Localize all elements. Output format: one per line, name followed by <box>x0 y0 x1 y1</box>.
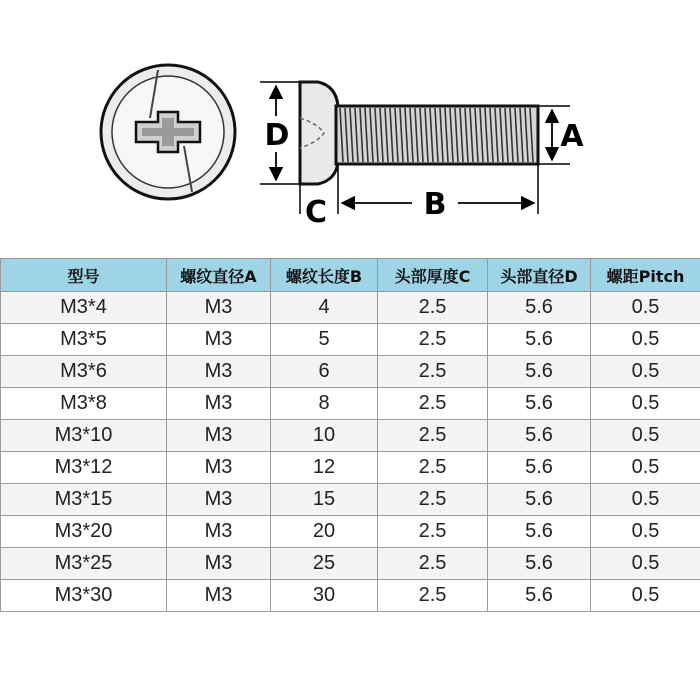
cell-pitch: 0.5 <box>591 484 700 516</box>
cell-model: M3*4 <box>1 292 167 324</box>
cell-thread-diameter: M3 <box>167 388 271 420</box>
header-thread-diameter: 螺纹直径A <box>167 259 271 292</box>
cell-model: M3*8 <box>1 388 167 420</box>
dimension-b <box>342 164 538 222</box>
dimension-d <box>260 82 300 184</box>
cell-thread-diameter: M3 <box>167 420 271 452</box>
cell-thread-length: 20 <box>271 516 378 548</box>
cell-head-thickness: 2.5 <box>378 580 488 612</box>
cell-pitch: 0.5 <box>591 452 700 484</box>
table-row <box>1 420 700 452</box>
table-row <box>1 516 700 548</box>
cell-thread-length: 12 <box>271 452 378 484</box>
cell-head-thickness: 2.5 <box>378 548 488 580</box>
cell-model: M3*5 <box>1 324 167 356</box>
cell-thread-length: 10 <box>271 420 378 452</box>
table-row <box>1 452 700 484</box>
cell-thread-length: 6 <box>271 356 378 388</box>
cell-thread-length: 5 <box>271 324 378 356</box>
cell-head-diameter: 5.6 <box>488 484 591 516</box>
cell-thread-diameter: M3 <box>167 452 271 484</box>
cell-head-thickness: 2.5 <box>378 484 488 516</box>
cell-thread-diameter: M3 <box>167 516 271 548</box>
spec-table <box>0 258 700 612</box>
cell-thread-length: 4 <box>271 292 378 324</box>
header-thread-length: 螺纹长度B <box>271 259 378 292</box>
label-b: B <box>423 187 447 222</box>
cell-head-thickness: 2.5 <box>378 356 488 388</box>
cell-pitch: 0.5 <box>591 292 700 324</box>
cell-pitch: 0.5 <box>591 324 700 356</box>
cell-thread-diameter: M3 <box>167 292 271 324</box>
table-header-row <box>1 259 700 292</box>
cell-pitch: 0.5 <box>591 388 700 420</box>
cell-head-diameter: 5.6 <box>488 452 591 484</box>
cell-head-thickness: 2.5 <box>378 452 488 484</box>
table-row <box>1 356 700 388</box>
cell-head-diameter: 5.6 <box>488 388 591 420</box>
screw-top-view-icon <box>101 65 235 199</box>
cell-model: M3*10 <box>1 420 167 452</box>
cell-thread-length: 30 <box>271 580 378 612</box>
cell-head-thickness: 2.5 <box>378 292 488 324</box>
cell-head-diameter: 5.6 <box>488 516 591 548</box>
cell-model: M3*15 <box>1 484 167 516</box>
label-c: C <box>304 195 328 230</box>
dimension-a <box>538 106 584 164</box>
cell-thread-diameter: M3 <box>167 580 271 612</box>
cell-pitch: 0.5 <box>591 356 700 388</box>
header-head-thickness: 头部厚度C <box>378 259 488 292</box>
header-pitch: 螺距Pitch <box>591 259 700 292</box>
cell-head-thickness: 2.5 <box>378 420 488 452</box>
cell-model: M3*30 <box>1 580 167 612</box>
cell-thread-diameter: M3 <box>167 356 271 388</box>
table-row <box>1 580 700 612</box>
table-row <box>1 548 700 580</box>
cell-thread-length: 8 <box>271 388 378 420</box>
header-head-diameter: 头部直径D <box>488 259 591 292</box>
cell-thread-length: 25 <box>271 548 378 580</box>
header-model: 型号 <box>1 259 167 292</box>
cell-head-diameter: 5.6 <box>488 420 591 452</box>
screw-diagram <box>0 0 700 258</box>
cell-head-diameter: 5.6 <box>488 548 591 580</box>
cell-model: M3*12 <box>1 452 167 484</box>
cell-pitch: 0.5 <box>591 580 700 612</box>
cell-head-thickness: 2.5 <box>378 324 488 356</box>
cell-head-diameter: 5.6 <box>488 580 591 612</box>
cell-model: M3*6 <box>1 356 167 388</box>
table-row <box>1 388 700 420</box>
table-row <box>1 484 700 516</box>
cell-head-diameter: 5.6 <box>488 324 591 356</box>
label-d: D <box>264 118 290 153</box>
cell-pitch: 0.5 <box>591 420 700 452</box>
cell-thread-diameter: M3 <box>167 484 271 516</box>
table-row <box>1 324 700 356</box>
cell-pitch: 0.5 <box>591 548 700 580</box>
cell-head-thickness: 2.5 <box>378 516 488 548</box>
cell-thread-diameter: M3 <box>167 324 271 356</box>
table-row <box>1 292 700 324</box>
cell-head-thickness: 2.5 <box>378 388 488 420</box>
cell-thread-length: 15 <box>271 484 378 516</box>
label-a: A <box>560 119 584 154</box>
cell-head-diameter: 5.6 <box>488 292 591 324</box>
screw-side-view-icon <box>300 82 538 184</box>
cell-head-diameter: 5.6 <box>488 356 591 388</box>
cell-pitch: 0.5 <box>591 516 700 548</box>
cell-thread-diameter: M3 <box>167 548 271 580</box>
cell-model: M3*20 <box>1 516 167 548</box>
cell-model: M3*25 <box>1 548 167 580</box>
